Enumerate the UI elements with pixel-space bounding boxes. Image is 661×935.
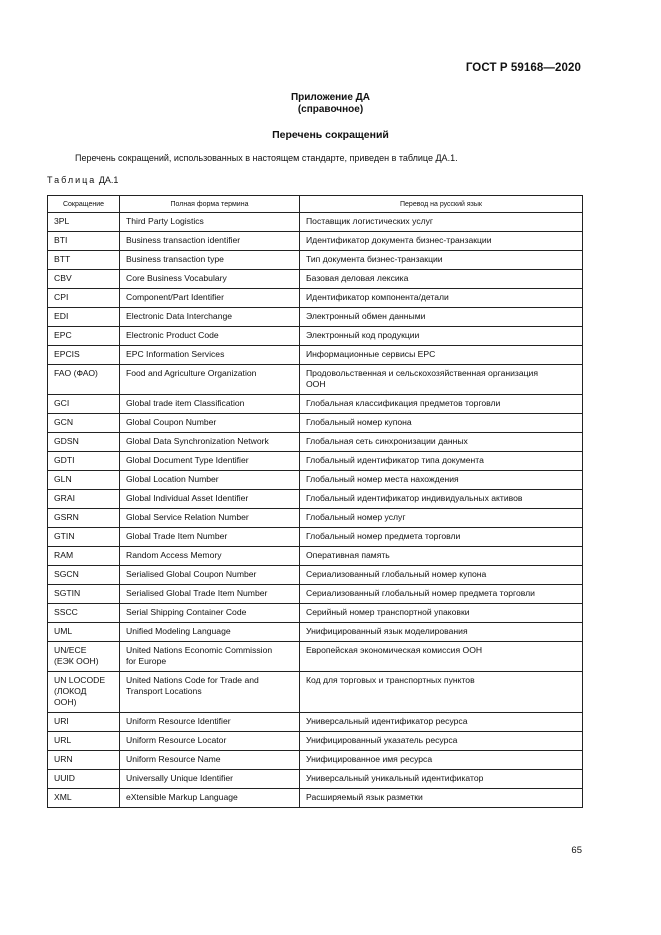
cell-full-form <box>120 365 300 395</box>
cell-line: Унифицированный язык моделирования <box>306 626 468 636</box>
cell-russian-translation <box>300 789 583 808</box>
cell-line: SSCC <box>54 607 78 617</box>
table-row <box>48 414 583 433</box>
cell-line: United Nations Code for Trade and <box>126 675 259 685</box>
cell-line: for Europe <box>126 656 167 666</box>
cell-abbreviation <box>48 566 120 585</box>
cell-line: Third Party Logistics <box>126 216 204 226</box>
cell-abbreviation <box>48 346 120 365</box>
cell-line: FAO (ФАО) <box>54 368 98 378</box>
cell-line: Serialised Global Trade Item Number <box>126 588 268 598</box>
cell-abbreviation <box>48 623 120 642</box>
cell-line: Global trade item Classification <box>126 398 245 408</box>
cell-line: RAM <box>54 550 74 560</box>
cell-russian-translation <box>300 213 583 232</box>
cell-full-form <box>120 232 300 251</box>
cell-russian-translation <box>300 395 583 414</box>
cell-line: Serial Shipping Container Code <box>126 607 247 617</box>
cell-abbreviation <box>48 289 120 308</box>
cell-line: GTIN <box>54 531 75 541</box>
cell-russian-translation <box>300 672 583 713</box>
table-row <box>48 232 583 251</box>
cell-line: Европейская экономическая комиссия ООН <box>306 645 483 655</box>
table-row <box>48 365 583 395</box>
cell-full-form <box>120 346 300 365</box>
cell-line: Global Document Type Identifier <box>126 455 249 465</box>
cell-abbreviation <box>48 528 120 547</box>
cell-russian-translation <box>300 232 583 251</box>
cell-russian-translation <box>300 327 583 346</box>
cell-line: Информационные сервисы EPC <box>306 349 436 359</box>
cell-line: Component/Part Identifier <box>126 292 224 302</box>
table-row <box>48 566 583 585</box>
cell-line: Сериализованный глобальный номер купона <box>306 569 487 579</box>
table-row <box>48 623 583 642</box>
cell-full-form <box>120 433 300 452</box>
cell-full-form <box>120 414 300 433</box>
header-full-form: Полная форма термина <box>120 196 300 213</box>
cell-russian-translation <box>300 713 583 732</box>
header-abbreviation: Сокращение <box>48 196 120 213</box>
table-row <box>48 713 583 732</box>
cell-line: SGCN <box>54 569 79 579</box>
cell-full-form <box>120 251 300 270</box>
cell-full-form <box>120 547 300 566</box>
table-row <box>48 528 583 547</box>
cell-line: UN/ECE <box>54 645 87 655</box>
cell-line: Transport Locations <box>126 686 202 696</box>
cell-russian-translation <box>300 566 583 585</box>
cell-abbreviation <box>48 509 120 528</box>
cell-russian-translation <box>300 604 583 623</box>
cell-abbreviation <box>48 232 120 251</box>
table-caption <box>47 175 118 185</box>
cell-russian-translation <box>300 433 583 452</box>
cell-line: UML <box>54 626 73 636</box>
cell-full-form <box>120 642 300 672</box>
cell-line: Uniform Resource Identifier <box>126 716 231 726</box>
cell-russian-translation <box>300 490 583 509</box>
cell-full-form <box>120 471 300 490</box>
cell-full-form <box>120 566 300 585</box>
cell-line: Uniform Resource Name <box>126 754 221 764</box>
table-row <box>48 433 583 452</box>
cell-line: URL <box>54 735 72 745</box>
cell-russian-translation <box>300 751 583 770</box>
cell-line: ООН <box>306 379 326 389</box>
cell-abbreviation <box>48 414 120 433</box>
cell-line: GLN <box>54 474 72 484</box>
cell-line: Global Individual Asset Identifier <box>126 493 249 503</box>
cell-russian-translation <box>300 732 583 751</box>
cell-line: Продовольственная и сельскохозяйственная организация <box>306 368 538 378</box>
cell-line: Electronic Product Code <box>126 330 219 340</box>
cell-line: United Nations Economic Commission <box>126 645 273 655</box>
cell-line: Глобальный идентификатор типа документа <box>306 455 484 465</box>
cell-abbreviation <box>48 770 120 789</box>
page-number: 65 <box>571 845 582 856</box>
cell-line: Unified Modeling Language <box>126 626 231 636</box>
cell-line: Глобальный номер услуг <box>306 512 406 522</box>
cell-abbreviation <box>48 471 120 490</box>
cell-full-form <box>120 213 300 232</box>
header-russian-translation: Перевод на русский язык <box>300 196 583 213</box>
cell-abbreviation <box>48 251 120 270</box>
cell-line: Global Location Number <box>126 474 219 484</box>
table-row <box>48 585 583 604</box>
cell-line: Тип документа бизнес-транзакции <box>306 254 443 264</box>
cell-line: Core Business Vocabulary <box>126 273 227 283</box>
cell-line: Global Service Relation Number <box>126 512 249 522</box>
annex-heading <box>0 92 661 116</box>
cell-russian-translation <box>300 308 583 327</box>
cell-line: Business transaction type <box>126 254 224 264</box>
cell-line: Serialised Global Coupon Number <box>126 569 257 579</box>
table-row <box>48 327 583 346</box>
cell-abbreviation <box>48 213 120 232</box>
cell-line: Food and Agriculture Organization <box>126 368 257 378</box>
table-row <box>48 751 583 770</box>
cell-line: Серийный номер транспортной упаковки <box>306 607 470 617</box>
cell-line: SGTIN <box>54 588 81 598</box>
table-caption-number: ДА.1 <box>98 175 119 185</box>
cell-line: Global Coupon Number <box>126 417 217 427</box>
cell-line: GSRN <box>54 512 79 522</box>
cell-line: 3PL <box>54 216 70 226</box>
table-row <box>48 471 583 490</box>
cell-line: Код для торговых и транспортных пунктов <box>306 675 475 685</box>
cell-russian-translation <box>300 509 583 528</box>
cell-line: CPI <box>54 292 69 302</box>
cell-russian-translation <box>300 770 583 789</box>
cell-abbreviation <box>48 585 120 604</box>
abbreviations-table <box>47 195 583 808</box>
cell-full-form <box>120 751 300 770</box>
table-row <box>48 732 583 751</box>
table-row <box>48 346 583 365</box>
table-header-row <box>48 196 583 213</box>
table-row <box>48 251 583 270</box>
cell-line: EPC Information Services <box>126 349 225 359</box>
cell-abbreviation <box>48 308 120 327</box>
cell-abbreviation <box>48 433 120 452</box>
cell-line: BTI <box>54 235 68 245</box>
cell-russian-translation <box>300 642 583 672</box>
cell-line: Поставщик логистических услуг <box>306 216 434 226</box>
cell-full-form <box>120 270 300 289</box>
cell-line: Электронный обмен данными <box>306 311 426 321</box>
cell-line: UUID <box>54 773 76 783</box>
cell-full-form <box>120 327 300 346</box>
cell-russian-translation <box>300 251 583 270</box>
cell-line: Универсальный уникальный идентификатор <box>306 773 484 783</box>
cell-line: (ЛОКОД <box>54 686 87 696</box>
cell-line: Business transaction identifier <box>126 235 241 245</box>
cell-full-form <box>120 490 300 509</box>
cell-full-form <box>120 528 300 547</box>
cell-full-form <box>120 452 300 471</box>
cell-line: Uniform Resource Locator <box>126 735 227 745</box>
cell-full-form <box>120 672 300 713</box>
cell-full-form <box>120 395 300 414</box>
table-row <box>48 395 583 414</box>
cell-abbreviation <box>48 490 120 509</box>
cell-russian-translation <box>300 414 583 433</box>
cell-full-form <box>120 509 300 528</box>
cell-russian-translation <box>300 623 583 642</box>
cell-line: Глобальный номер места нахождения <box>306 474 459 484</box>
cell-line: Унифицированный указатель ресурса <box>306 735 458 745</box>
table-row <box>48 308 583 327</box>
cell-line: EPCIS <box>54 349 80 359</box>
cell-line: GDSN <box>54 436 79 446</box>
cell-line: GCN <box>54 417 74 427</box>
cell-line: EPC <box>54 330 72 340</box>
cell-full-form <box>120 604 300 623</box>
cell-full-form <box>120 770 300 789</box>
cell-line: Глобальный номер купона <box>306 417 412 427</box>
cell-russian-translation <box>300 547 583 566</box>
cell-line: Глобальная классификация предметов торговли <box>306 398 501 408</box>
cell-full-form <box>120 789 300 808</box>
cell-abbreviation <box>48 604 120 623</box>
table-caption-word: Таблица <box>47 175 97 185</box>
cell-abbreviation <box>48 395 120 414</box>
cell-full-form <box>120 732 300 751</box>
cell-line: Глобальный идентификатор индивидуальных активов <box>306 493 523 503</box>
table-row <box>48 270 583 289</box>
cell-abbreviation <box>48 642 120 672</box>
table-row <box>48 289 583 308</box>
cell-line: Электронный код продукции <box>306 330 420 340</box>
cell-full-form <box>120 308 300 327</box>
table-row <box>48 509 583 528</box>
cell-line: Глобальный номер предмета торговли <box>306 531 461 541</box>
cell-line: Идентификатор компонента/детали <box>306 292 449 302</box>
cell-russian-translation <box>300 270 583 289</box>
cell-abbreviation <box>48 732 120 751</box>
cell-abbreviation <box>48 547 120 566</box>
cell-russian-translation <box>300 471 583 490</box>
cell-line: XML <box>54 792 72 802</box>
cell-abbreviation <box>48 672 120 713</box>
document-code: ГОСТ Р 59168—2020 <box>465 62 581 74</box>
cell-line: URN <box>54 754 73 764</box>
table-row <box>48 789 583 808</box>
table-row <box>48 672 583 713</box>
cell-full-form <box>120 289 300 308</box>
cell-russian-translation <box>300 585 583 604</box>
cell-line: Global Data Synchronization Network <box>126 436 269 446</box>
table-row <box>48 547 583 566</box>
cell-abbreviation <box>48 713 120 732</box>
table-row <box>48 490 583 509</box>
cell-line: Расширяемый язык разметки <box>306 792 423 802</box>
annex-subtitle: (справочное) <box>297 104 364 115</box>
cell-abbreviation <box>48 452 120 471</box>
cell-line: Оперативная память <box>306 550 390 560</box>
cell-line: URI <box>54 716 69 726</box>
cell-russian-translation <box>300 528 583 547</box>
cell-abbreviation <box>48 789 120 808</box>
cell-line: BTT <box>54 254 71 264</box>
cell-full-form <box>120 585 300 604</box>
section-title: Перечень сокращений <box>272 129 389 141</box>
cell-line: Идентификатор документа бизнес-транзакции <box>306 235 492 245</box>
table-row <box>48 604 583 623</box>
cell-abbreviation <box>48 365 120 395</box>
cell-line: CBV <box>54 273 72 283</box>
annex-title: Приложение ДА <box>290 92 371 103</box>
table-row <box>48 642 583 672</box>
cell-line: (ЕЭК ООН) <box>54 656 99 666</box>
table-row <box>48 452 583 471</box>
table-row <box>48 770 583 789</box>
cell-abbreviation <box>48 270 120 289</box>
cell-abbreviation <box>48 751 120 770</box>
cell-russian-translation <box>300 346 583 365</box>
cell-russian-translation <box>300 365 583 395</box>
cell-line: eXtensible Markup Language <box>126 792 238 802</box>
cell-abbreviation <box>48 327 120 346</box>
cell-line: Базовая деловая лексика <box>306 273 409 283</box>
cell-russian-translation <box>300 452 583 471</box>
cell-line: ООН) <box>54 697 77 707</box>
cell-full-form <box>120 713 300 732</box>
intro-paragraph: Перечень сокращений, использованных в настоящем стандарте, приведен в таблице ДА.1. <box>75 153 458 163</box>
cell-line: Глобальная сеть синхронизации данных <box>306 436 468 446</box>
cell-russian-translation <box>300 289 583 308</box>
cell-full-form <box>120 623 300 642</box>
cell-line: EDI <box>54 311 69 321</box>
cell-line: Сериализованный глобальный номер предмета торговли <box>306 588 535 598</box>
cell-line: Унифицированное имя ресурса <box>306 754 433 764</box>
cell-line: GCI <box>54 398 70 408</box>
cell-line: GDTI <box>54 455 75 465</box>
cell-line: Universally Unique Identifier <box>126 773 233 783</box>
cell-line: Electronic Data Interchange <box>126 311 233 321</box>
cell-line: GRAI <box>54 493 76 503</box>
cell-line: Random Access Memory <box>126 550 222 560</box>
cell-line: Универсальный идентификатор ресурса <box>306 716 468 726</box>
cell-line: Global Trade Item Number <box>126 531 228 541</box>
cell-line: UN LOCODE <box>54 675 106 685</box>
table-body <box>48 213 583 808</box>
table-row <box>48 213 583 232</box>
